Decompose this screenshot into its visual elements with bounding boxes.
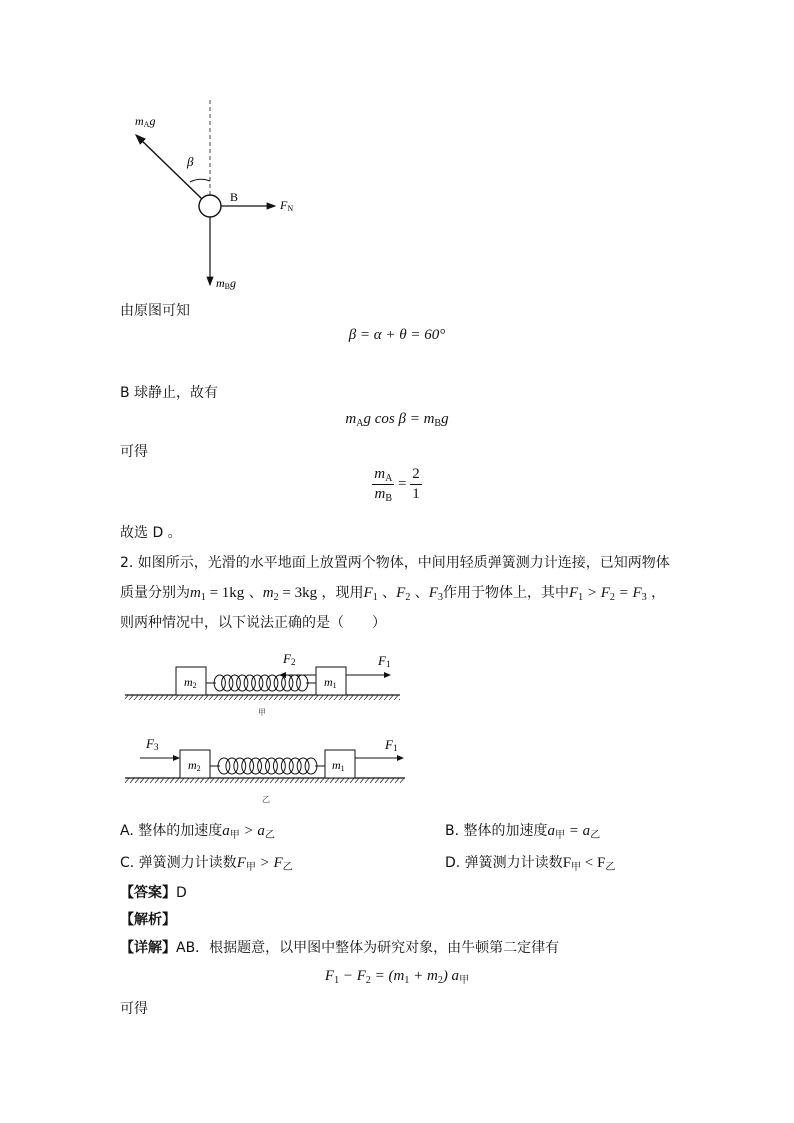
answer-value: D	[176, 885, 187, 901]
answer-line	[120, 882, 187, 902]
svg-text:m2: m2	[184, 675, 197, 690]
equation-newton: $F_1 - F_2 = (m_1 + m_2)$ $a_甲$	[324, 968, 470, 986]
question-2-line-1: 2. 如图所示，光滑的水平地面上放置两个物体，中间用轻质弹簧测力计连接，已知两物体	[120, 555, 670, 571]
svg-text:m1: m1	[332, 758, 345, 773]
fbd-fn-label: F	[280, 198, 288, 212]
equation-ratio: $\frac{m_A}{m_B}$ = $\frac{2}{1}$	[374, 466, 420, 504]
from-figure-text: 由原图可知	[120, 303, 190, 319]
free-body-diagram	[120, 95, 320, 295]
so-text-2: 可得	[120, 1001, 148, 1017]
spring-yi	[210, 758, 325, 774]
figure-jia	[125, 651, 400, 717]
svg-text:m1: m1	[324, 675, 337, 690]
spring-figure	[120, 645, 420, 810]
figure-yi	[125, 736, 405, 804]
angle-arc-beta	[190, 179, 210, 182]
svg-text:F2: F2	[283, 651, 296, 667]
ball-b	[199, 195, 221, 217]
question-2-line-3: 则两种情况中，以下说法正确的是（ ）	[120, 615, 386, 631]
equation-beta: β = α + θ = 60°	[348, 327, 446, 343]
svg-text:F3: F3	[146, 736, 159, 752]
spring-jia	[206, 675, 316, 691]
answer-label: 【答案】	[120, 885, 176, 901]
option-c[interactable]: C. 弹簧测力计读数$F_甲 > F_乙$	[120, 855, 293, 873]
fraction-ma-mb: $\frac{m_A}{m_B}$	[374, 466, 393, 504]
svg-text:FN: FN	[280, 198, 294, 213]
fraction-two-one: $\frac{2}{1}$	[412, 466, 420, 502]
svg-text:F1: F1	[378, 653, 391, 669]
analysis-label: 【解析】	[120, 912, 176, 928]
fbd-mag-label: m	[135, 114, 144, 128]
svg-text:mBg: mBg	[216, 276, 237, 291]
option-b[interactable]: B. 整体的加速度$a_甲 = a_乙$	[445, 823, 601, 841]
question-2-line-2: 质量分别为$m_1 = 1kg$ 、$m_2 = 3kg$ ，现用$F_1$ 、$F_2$ 、$F_3$作用于物体上，其中$F_1 > F_2 = F_3$ ，	[120, 585, 666, 603]
b-static-text: B 球静止，故有	[120, 385, 219, 401]
choose-d-text: 故选 D 。	[120, 525, 182, 541]
so-text: 可得	[120, 444, 148, 460]
option-d[interactable]: D. 弹簧测力计读数$F_甲 < F_乙$	[445, 855, 616, 873]
option-a[interactable]: A. 整体的加速度$a_甲 > a_乙$	[120, 823, 275, 841]
fbd-mbg-label: m	[216, 276, 225, 290]
svg-text:F1: F1	[385, 737, 398, 753]
caption-jia: 甲	[258, 708, 266, 717]
equation-equilibrium: $m_Ag$ $\cos \beta = m_Bg$	[345, 411, 449, 429]
svg-text:mAg: mAg	[135, 114, 156, 129]
fbd-beta-label: β	[187, 154, 194, 169]
svg-text:m2: m2	[188, 758, 201, 773]
caption-yi: 乙	[262, 795, 270, 804]
fbd-b-label: B	[230, 190, 239, 204]
detail-line: 【详解】AB．根据题意，以甲图中整体为研究对象，由牛顿第二定律有	[120, 940, 560, 956]
